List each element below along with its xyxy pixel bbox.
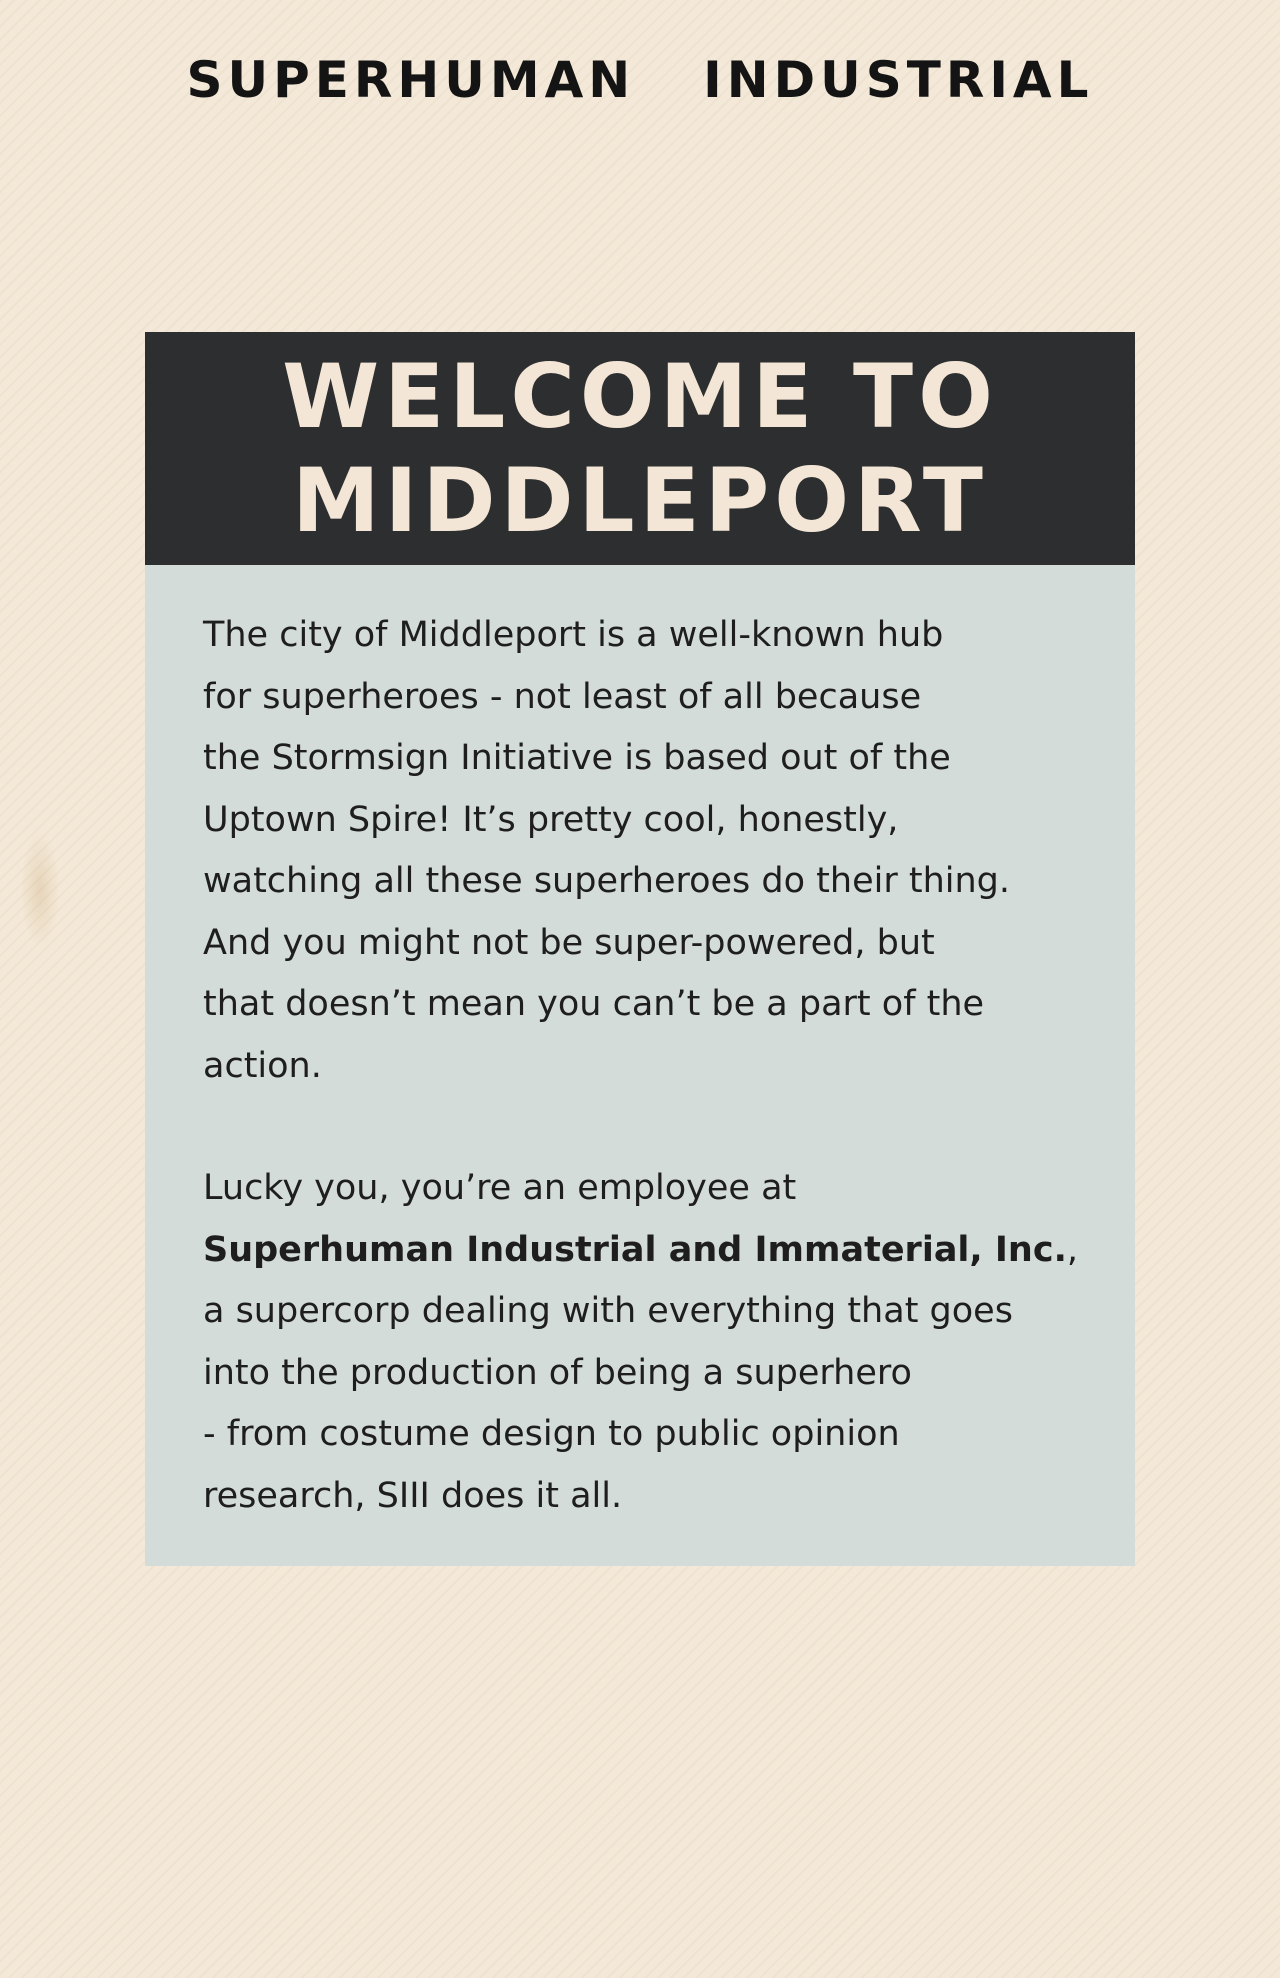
employee-paragraph [203, 1158, 1085, 1527]
text-line: The city of Middleport is a well-known hub [203, 615, 944, 655]
intro-paragraph [203, 605, 1085, 1097]
company-suffix: , [1066, 1229, 1079, 1270]
text-line: a supercorp dealing with everything that goes [203, 1291, 1013, 1331]
banner-title-line-1: WELCOME TO [282, 344, 998, 448]
company-name: Superhuman Industrial and Immaterial, Inc. [203, 1229, 1067, 1270]
title-banner [145, 332, 1135, 565]
header-word-superhuman: SUPERHUMAN [186, 51, 636, 109]
page-header [0, 48, 1280, 112]
paragraph-gap [203, 1097, 1085, 1158]
text-line: for superheroes - not least of all because [203, 676, 922, 717]
text-line: into the production of being a superhero [203, 1352, 912, 1393]
content-card [145, 565, 1135, 1566]
text-line: the Stormsign Initiative is based out of the [203, 738, 951, 778]
banner-title-line-2: MIDDLEPORT [292, 448, 988, 552]
text-line: - from costume design to public opinion [203, 1414, 900, 1454]
text-line: that doesn’t mean you can’t be a part of the [203, 984, 985, 1024]
paper-stain [20, 830, 60, 950]
text-line: action. [203, 1045, 322, 1086]
text-line: Lucky you, you’re an employee at [203, 1168, 797, 1208]
text-line: research, SIII does it all. [203, 1475, 623, 1516]
text-line: And you might not be super-powered, but [203, 922, 935, 963]
text-line: watching all these superheroes do their thing. [203, 861, 1010, 901]
company-line [203, 1220, 1085, 1282]
text-line: Uptown Spire! It’s pretty cool, honestly, [203, 799, 899, 840]
header-word-industrial: INDUSTRIAL [703, 51, 1094, 109]
